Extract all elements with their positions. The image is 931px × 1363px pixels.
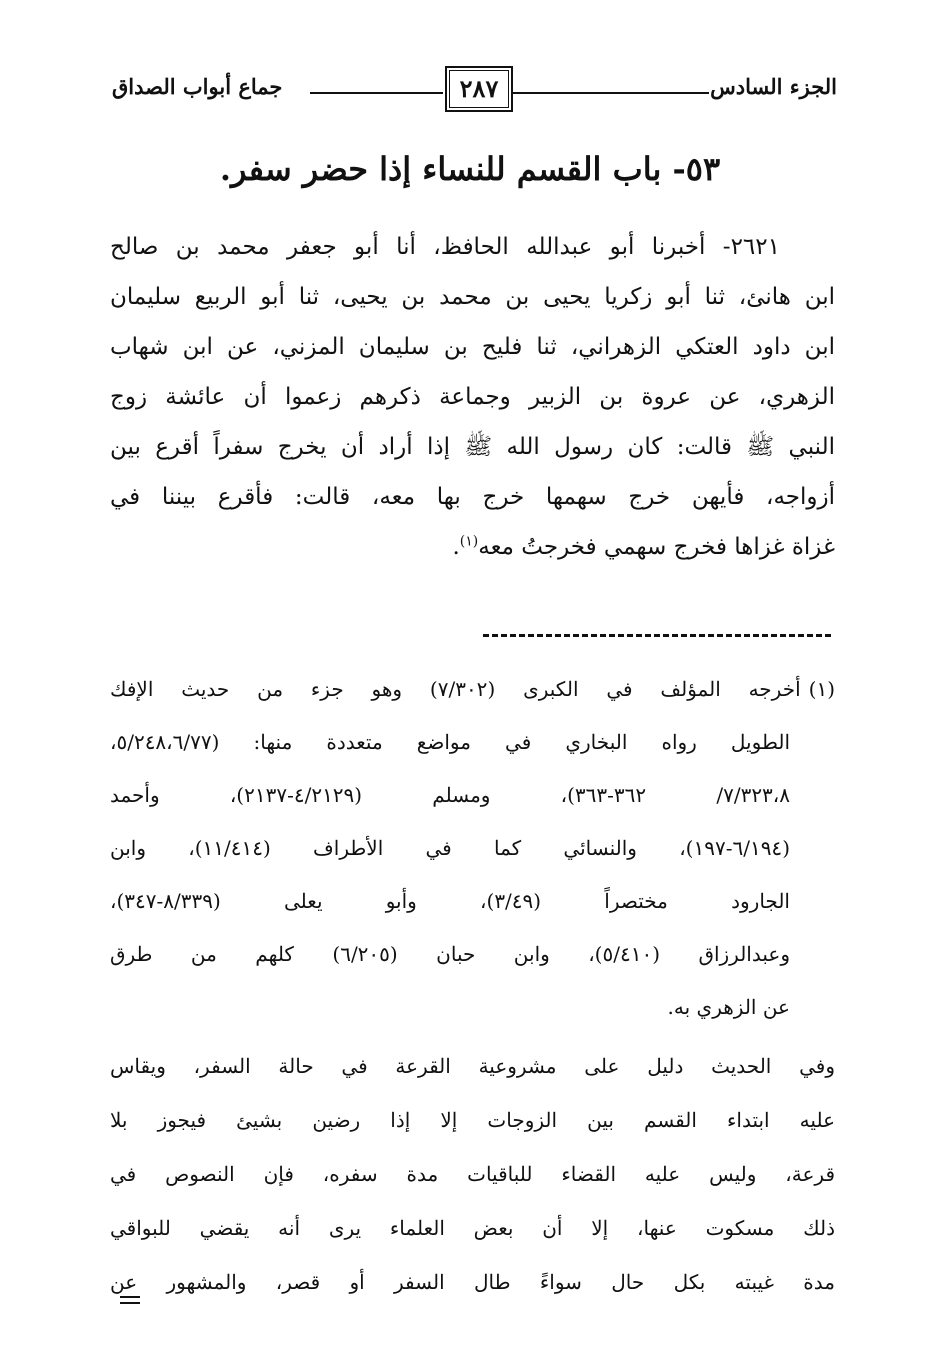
page-number: ٢٨٧ [445, 66, 513, 112]
footnote-marker: (١) [808, 677, 835, 701]
footnote-line: (٦/١٩٤-١٩٧)، والنسائي كما في الأطراف (١١/٤١٤)، وابن [110, 836, 790, 860]
header-part-label: الجزء السادس [710, 74, 837, 99]
footnote-line: وعبدالرزاق (٥/٤١٠)، وابن حبان (٦/٢٠٥) كلهم من طرق [110, 942, 790, 966]
commentary-line: عليه ابتداء القسم بين الزوجات إلا إذا رضين بشيئ فيجوز بلا [110, 1108, 835, 1132]
commentary-line: ذلك مسكوت عنها، إلا أن بعض العلماء يرى أنه يقضي للبواقي [110, 1216, 835, 1240]
hadith-line: ابن هانئ، ثنا أبو زكريا يحيى بن محمد بن يحيى، ثنا أبو الربيع سليمان [110, 284, 835, 310]
hadith-line: ابن داود العتكي الزهراني، ثنا فليح بن سليمان المزني، عن ابن شهاب [110, 334, 835, 360]
hadith-line: الزهري، عن عروة بن الزبير وجماعة ذكرهم زعموا أن عائشة زوج [110, 384, 835, 410]
hadith-line: ٢٦٢١- أخبرنا أبو عبدالله الحافظ، أنا أبو جعفر محمد بن صالح [110, 234, 780, 260]
chapter-title: ٥٣- باب القسم للنساء إذا حضر سفر. [219, 150, 721, 188]
hadith-last-line [110, 522, 835, 572]
hadith-text [110, 222, 835, 572]
footnote-line: ٧/٣٢٣،٨/ ٣٦٢-٣٦٣)، ومسلم (٤/٢١٢٩-٢١٣٧)، وأحمد [110, 783, 790, 807]
commentary-line: وفي الحديث دليل على مشروعية القرعة في حالة السفر، ويقاس [110, 1054, 835, 1078]
commentary-line: قرعة، وليس عليه القضاء للباقيات مدة سفره، فإن النصوص في [110, 1162, 835, 1186]
header-rule-left [310, 92, 443, 94]
hadith-line: النبي ﷺ قالت: كان رسول الله ﷺ إذا أراد أن يخرج سفراً أقرع بين [110, 434, 835, 460]
footnote-line: الجارود مختصراً (٣/٤٩)، وأبو يعلى (٨/٣٣٩-٣٤٧)، [110, 889, 790, 913]
commentary-line: مدة غيبته بكل حال سواءً طال السفر أو قصر، والمشهور عن [110, 1270, 835, 1294]
commentary [110, 1039, 835, 1309]
footnote-first-line [110, 663, 835, 716]
footnote-line: الطويل رواه البخاري في مواضع متعددة منها: (٥/٢٤٨،٦/٧٧، [110, 730, 790, 754]
running-header [112, 62, 837, 118]
hadith-line: غزاة غزاها فخرج سهمي فخرجتُ معه [478, 534, 835, 560]
footnote [110, 663, 835, 1034]
hadith-line: أزواجه، فأيهن خرج سهمها خرج بها معه، قالت: فأقرع بيننا في [110, 484, 835, 510]
header-rule-right [509, 92, 709, 94]
footnote-line: عن الزهري به. [667, 995, 790, 1019]
header-chapter-label: جماع أبواب الصداق [112, 74, 283, 99]
footnote-reference: (١) [459, 533, 479, 550]
hadith-end-mark: . [452, 534, 460, 560]
footnote-separator [483, 634, 831, 637]
continuation-mark [120, 1296, 140, 1306]
footnote-line: أخرجه المؤلف في الكبرى (٧/٣٠٢) وهو جزء من حديث الإفك [110, 677, 801, 701]
